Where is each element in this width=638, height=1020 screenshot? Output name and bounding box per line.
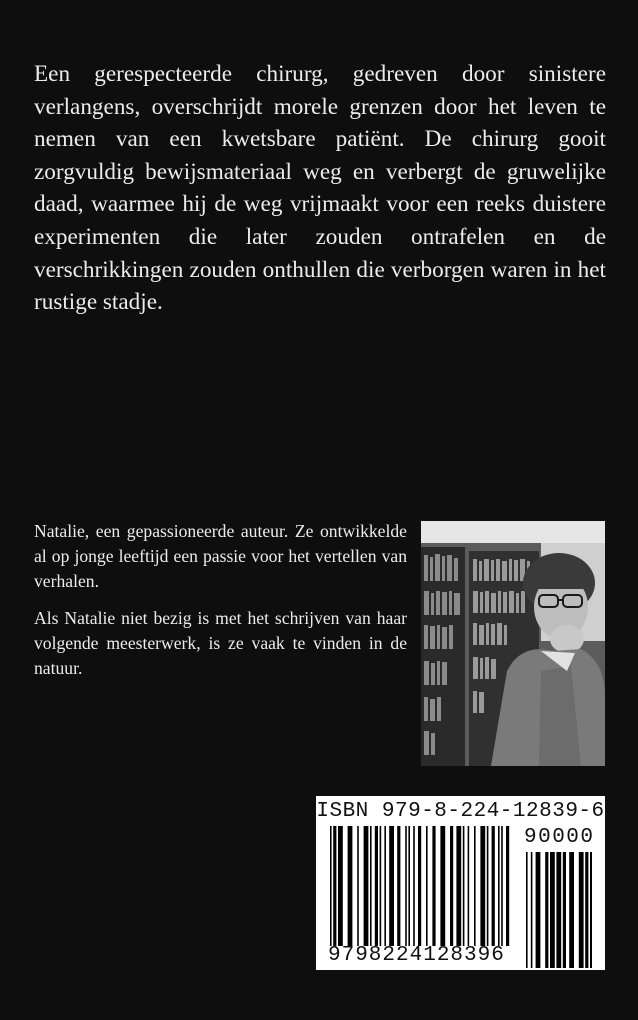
ean-digits: 9798224128396	[328, 944, 505, 967]
author-bio-paragraph-1: Natalie, een gepassioneerde auteur. Ze ontwikkelde al op jonge leeftijd een passie voor het vertellen van verhalen.	[34, 521, 407, 591]
addon-digits: 90000	[524, 826, 595, 849]
author-photo	[421, 521, 605, 766]
author-bio	[34, 519, 407, 693]
back-cover-blurb: Een gerespecteerde chirurg, gedreven door sinistere verlangens, overschrijdt morele grenzen door het leven te nemen van een kwetsbare patiënt. De chirurg gooit zorgvuldig bewijsmateriaal weg en verbergt de gruwelijke daad, waarmee hij de weg vrijmaakt voor een reeks duistere experimenten die later zouden ontrafelen en de verschrikkingen zouden onthullen die verborgen waren in het rustige stadje.	[34, 61, 606, 316]
isbn-label: ISBN 979-8-224-12839-6	[316, 800, 605, 823]
isbn-barcode	[316, 796, 605, 970]
author-bio-paragraph-2: Als Natalie niet bezig is met het schrijven van haar volgende meesterwerk, is ze vaak te vinden in de natuur.	[34, 608, 407, 678]
